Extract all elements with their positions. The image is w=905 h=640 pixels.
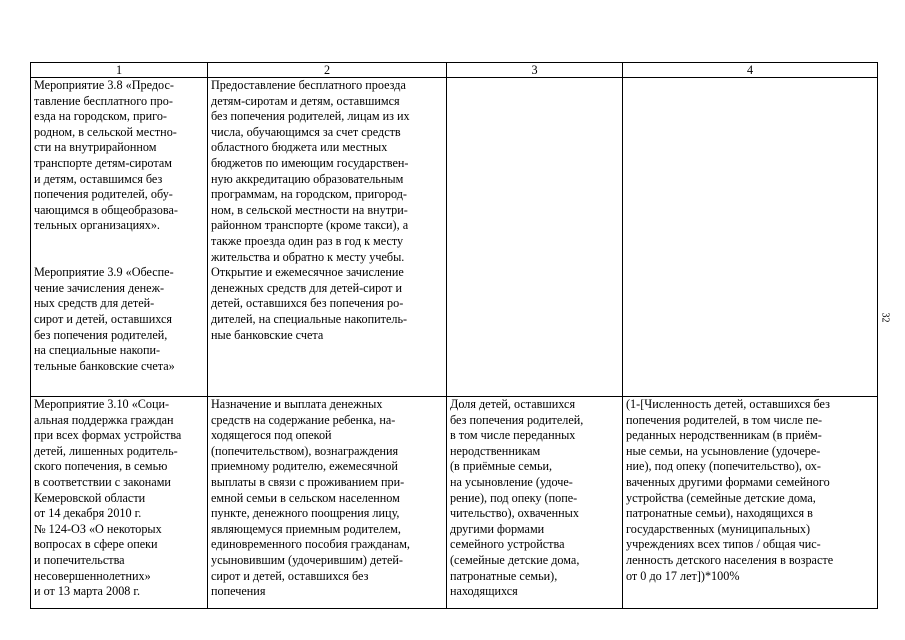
table-row [31, 397, 878, 609]
indicator-name-cell [447, 78, 623, 397]
page-number: 32 [879, 312, 891, 323]
indicator-name-cell: Доля детей, оставшихся без попечения родителей, в том числе переданных неродственникам (в приёмные семьи, на усыновление (удоче- рение), под опеку (попе- чительство), охваченных другими формами семейного устройства (семейные детские дома, патронатные семьи), находящихся [447, 397, 623, 609]
activity-name-cell: Мероприятие 3.10 «Соци- альная поддержка граждан при всех формах устройства детей, лишенных родитель- ского попечения, в семью в соответствии с законами Кемеровской области от 14 декабря 2010 г. № 124-ОЗ «О некоторых вопросах в сфере опеки и попечительства несовершеннолетних» и от 13 марта 2008 г. [31, 397, 208, 609]
activity-name-cell: Мероприятие 3.8 «Предос- тавление бесплатного про- езда на городском, приго- родном, в сельской местно- сти на внутрирайонном транспорте детям-сиротам и детям, оставшимся без попечения родителей, обу- чающимся в общеобразова- тельных организациях». Мероприятие 3.9 «Обеспе- чение зачисления денеж- ных средств для детей- сирот и детей, оставшихся без попечения родителей, на специальные накопи- тельные банковские счета» [31, 78, 208, 397]
column-number-4: 4 [623, 63, 878, 78]
column-number-2: 2 [208, 63, 447, 78]
indicator-formula-cell [623, 78, 878, 397]
activity-description-cell: Предоставление бесплатного проезда детям-сиротам и детям, оставшимся без попечения родителей, лицам из их числа, обучающимся за счет средств областного бюджета или местных бюджетов по имеющим государствен- ную аккредитацию образовательным программам, на городском, пригород- ном, в сельской местности на внутри- районном транспорте (кроме такси), а также проезда один раз в год к месту жительства и обратно к месту учебы. Открытие и ежемесячное зачисление денежных средств для детей-сирот и детей, оставшихся без попечения ро- дителей, на специальные накопитель- ные банковские счета [208, 78, 447, 397]
table-row [31, 78, 878, 397]
column-number-3: 3 [447, 63, 623, 78]
program-activities-table [30, 62, 878, 609]
table-header-row [31, 63, 878, 78]
activity-description-cell: Назначение и выплата денежных средств на содержание ребенка, на- ходящегося под опекой (попечительством), вознаграждения приемному родителю, ежемесячной выплаты в связи с проживанием при- емной семьи в сельском населенном пункте, денежного поощрения лицу, являющемуся приемным родителем, единовременного пособия гражданам, усыновившим (удочерившим) детей- сирот и детей, оставшихся без попечения [208, 397, 447, 609]
column-number-1: 1 [31, 63, 208, 78]
indicator-formula-cell: (1-[Численность детей, оставшихся без попечения родителей, в том числе пе- реданных неродственникам (в приём- ные семьи, на усыновление (удочере- ние), под опеку (попечительство), ох- ваченных другими формами семейного устройства (семейные детские дома, патронатные семьи), находящихся в государственных (муниципальных) учреждениях всех типов / общая чис- ленность детского населения в возрасте от 0 до 17 лет])*100% [623, 397, 878, 609]
